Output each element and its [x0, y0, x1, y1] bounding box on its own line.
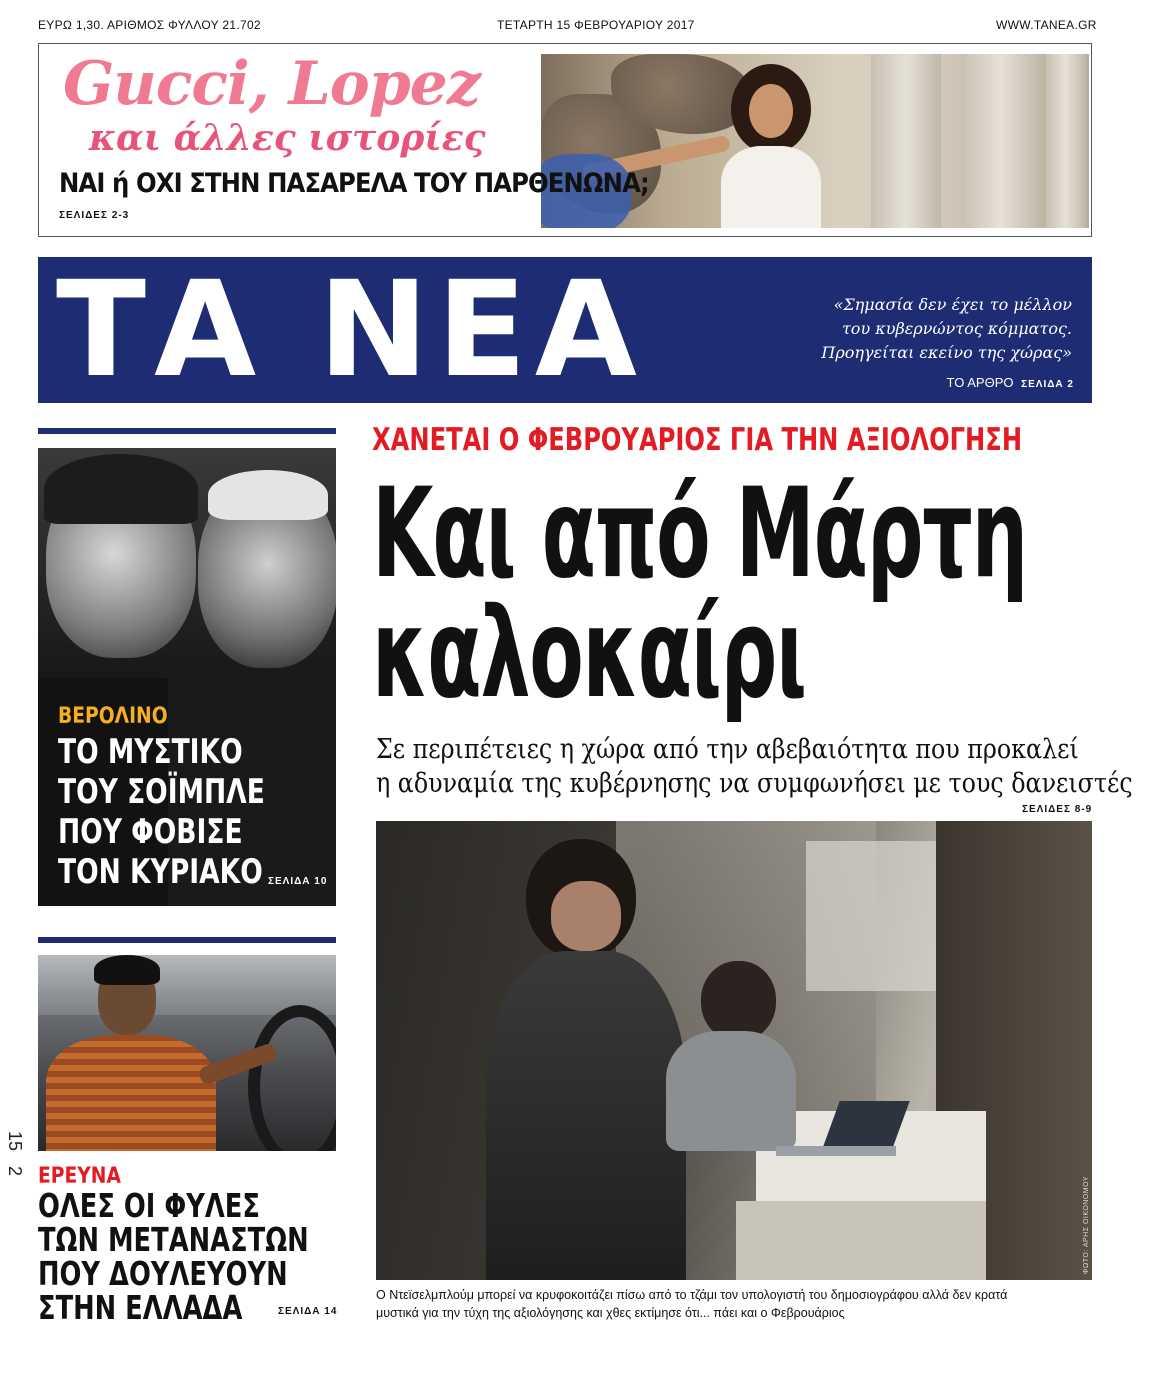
- story-headline-line: ΤΟΝ ΚΥΡΙΑΚΟ: [58, 852, 263, 892]
- article-page: ΣΕΛΙΔΑ 2: [1021, 379, 1074, 390]
- main-story-pages: ΣΕΛΙΔΕΣ 8-9: [1022, 804, 1093, 815]
- story-kicker: ΒΕΡΟΛΙΝΟ: [58, 704, 168, 729]
- article-label: ΤΟ ΑΡΘΡΟ: [946, 375, 1014, 390]
- story-kicker: ΕΡΕΥΝΑ: [38, 1164, 121, 1189]
- side-date-day: 15: [5, 1130, 25, 1152]
- promo-title: Gucci, Lopez: [63, 49, 480, 119]
- newspaper-logo[interactable]: ΤΑ ΝΕΑ: [56, 253, 645, 407]
- main-headline-line[interactable]: καλοκαίρι: [372, 582, 806, 726]
- story-immigrants-photo[interactable]: [38, 955, 336, 1151]
- quote-line: Προηγείται εκείνο της χώρας»: [821, 343, 1072, 362]
- section-divider: [38, 428, 336, 434]
- main-story-photo[interactable]: [376, 821, 1092, 1280]
- story-headline-line[interactable]: ΟΛΕΣ ΟΙ ΦΥΛΕΣ: [38, 1186, 260, 1225]
- main-headline-line[interactable]: Και από Μάρτη: [372, 462, 1027, 606]
- website-link[interactable]: WWW.TANEA.GR: [996, 18, 1097, 32]
- quote-line: του κυβερνώντος κόμματος.: [841, 319, 1072, 338]
- promo-subtitle: και άλλες ιστορίες: [89, 117, 486, 159]
- side-date-month: 2: [5, 1165, 25, 1176]
- masthead: [38, 253, 1092, 407]
- story-berlin[interactable]: [38, 448, 336, 906]
- promo-photo: [541, 54, 1089, 228]
- story-headline-line[interactable]: ΠΟΥ ΔΟΥΛΕΥΟΥΝ: [38, 1254, 288, 1293]
- story-headline-line: ΠΟΥ ΦΟΒΙΣΕ: [58, 812, 243, 852]
- main-story-kicker: ΧΑΝΕΤΑΙ Ο ΦΕΒΡΟΥΑΡΙΟΣ ΓΙΑ ΤΗΝ ΑΞΙΟΛΟΓΗΣΗ: [372, 422, 1023, 458]
- main-subhead-line: η αδυναμία της κυβέρνησης να συμφωνήσει με τους δανειστές: [376, 768, 1133, 799]
- promo-box[interactable]: [38, 43, 1092, 237]
- photo-caption-line: μυστικά για την τύχη της αξιολόγησης και χθες εκτίμησε ότι... πάει και ο Φεβρουάριος: [376, 1306, 845, 1320]
- editorial-reference[interactable]: [947, 375, 1074, 390]
- story-headline-line[interactable]: ΣΤΗΝ ΕΛΛΑΔΑ: [38, 1288, 243, 1327]
- photo-credit: ΦΩΤΟ: ΑΡΗΣ ΟΙΚΟΝΟΜΟΥ: [1083, 1175, 1090, 1274]
- story-headline-line: ΤΟΥ ΣΟΪΜΠΛΕ: [58, 772, 265, 812]
- quote-line: «Σημασία δεν έχει το μέλλον: [833, 295, 1072, 314]
- promo-headline[interactable]: ΝΑΙ ή ΟΧΙ ΣΤΗΝ ΠΑΣΑΡΕΛΑ ΤΟΥ ΠΑΡΘΕΝΩΝΑ;: [59, 168, 649, 199]
- story-page-ref: ΣΕΛΙΔΑ 14: [278, 1306, 338, 1317]
- section-divider: [38, 937, 336, 943]
- story-page-ref: ΣΕΛΙΔΑ 10: [268, 876, 328, 887]
- story-headline-line: ΤΟ ΜΥΣΤΙΚΟ: [58, 732, 243, 772]
- photo-caption-line: Ο Ντεϊσελμπλούμ μπορεί να κρυφοκοιτάζει πίσω από το τζάμι τον υπολογιστή του δημοσιογράφου αλλά δεν κρατά: [376, 1288, 1008, 1302]
- promo-pages: ΣΕΛΙΔΕΣ 2-3: [59, 210, 130, 221]
- side-date-mark: [2, 1130, 28, 1182]
- main-subhead-line: Σε περιπέτειες η χώρα από την αβεβαιότητα που προκαλεί: [376, 734, 1079, 765]
- editorial-quote: [821, 293, 1072, 365]
- story-headline-line[interactable]: ΤΩΝ ΜΕΤΑΝΑΣΤΩΝ: [38, 1220, 309, 1259]
- edition-date: ΤΕΤΑΡΤΗ 15 ΦΕΒΡΟΥΑΡΙΟΥ 2017: [497, 18, 695, 32]
- edition-price-issue: ΕΥΡΩ 1,30. ΑΡΙΘΜΟΣ ΦΥΛΛΟΥ 21.702: [38, 18, 261, 32]
